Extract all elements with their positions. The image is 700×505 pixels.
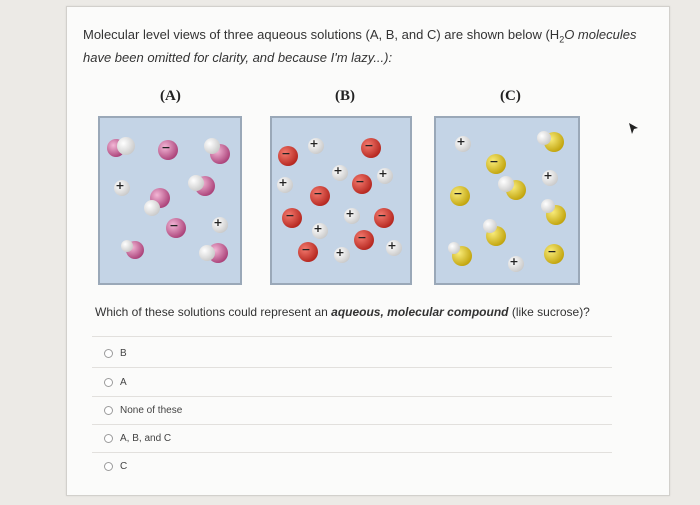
radio-button[interactable] — [104, 434, 113, 443]
plus-charge-icon: + — [213, 216, 223, 229]
plus-charge-icon: + — [115, 179, 125, 192]
plus-charge-icon: + — [309, 137, 319, 150]
molecule — [121, 240, 144, 259]
radio-button[interactable] — [104, 378, 113, 387]
plus-charge-icon: + — [335, 246, 345, 259]
prompt-text: Which of these solutions could represent an aqueous, molecular compound (like sucrose)? — [95, 305, 590, 319]
plus-charge-icon: + — [333, 164, 343, 177]
divider — [92, 452, 612, 453]
minus-charge-icon: − — [301, 243, 311, 256]
minus-charge-icon: − — [377, 209, 387, 222]
minus-charge-icon: − — [281, 147, 291, 160]
minus-charge-icon: − — [355, 175, 365, 188]
option-a[interactable]: A — [104, 374, 127, 390]
plus-charge-icon: + — [456, 135, 466, 148]
minus-charge-icon: − — [313, 187, 323, 200]
radio-button[interactable] — [104, 406, 113, 415]
molecule — [541, 199, 566, 225]
plus-charge-icon: + — [313, 222, 323, 235]
minus-charge-icon: − — [547, 245, 557, 258]
molecule — [107, 137, 135, 157]
radio-button[interactable] — [104, 462, 113, 471]
plus-charge-icon: + — [543, 169, 553, 182]
divider — [92, 336, 612, 337]
question-line1: Molecular level views of three aqueous solutions (A, B, and C) are shown below ($H_2O$ molecules — [83, 27, 637, 45]
question-line2: have been omitted for clarity, and because I'm lazy...): — [83, 49, 393, 65]
molecule — [144, 188, 170, 216]
minus-charge-icon: − — [169, 219, 179, 232]
divider — [92, 367, 612, 368]
option-b[interactable]: B — [104, 345, 127, 361]
molecule — [483, 219, 506, 246]
molecule — [498, 176, 526, 200]
minus-charge-icon: − — [161, 141, 171, 154]
mouse-cursor-icon — [628, 122, 640, 136]
divider — [92, 424, 612, 425]
option-c[interactable]: C — [104, 458, 127, 474]
panel-label-a: (A) — [160, 88, 181, 104]
plus-charge-icon: + — [378, 167, 388, 180]
molecule — [188, 175, 215, 196]
plus-charge-icon: + — [278, 176, 288, 189]
minus-charge-icon: − — [285, 209, 295, 222]
radio-button[interactable] — [104, 349, 113, 358]
question-text — [83, 26, 663, 67]
molecule — [537, 131, 564, 152]
minus-charge-icon: − — [357, 231, 367, 244]
minus-charge-icon: − — [453, 187, 463, 200]
molecule — [199, 243, 228, 263]
option-abc[interactable]: A, B, and C — [104, 430, 171, 446]
minus-charge-icon: − — [364, 139, 374, 152]
molecule — [204, 138, 230, 164]
panel-label-b: (B) — [335, 88, 355, 104]
plus-charge-icon: + — [345, 207, 355, 220]
divider — [92, 396, 612, 397]
plus-charge-icon: + — [387, 239, 397, 252]
molecule — [448, 242, 472, 266]
option-none[interactable]: None of these — [104, 402, 182, 418]
plus-charge-icon: + — [509, 255, 519, 268]
panel-label-c: (C) — [500, 88, 521, 104]
minus-charge-icon: − — [489, 155, 499, 168]
